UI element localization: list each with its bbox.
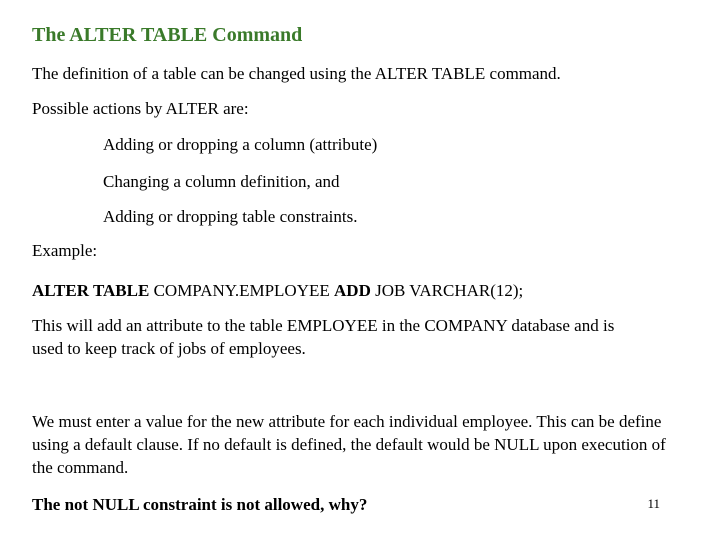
- sql-table-name: COMPANY.EMPLOYEE: [149, 281, 335, 300]
- actions-heading: Possible actions by ALTER are:: [32, 99, 249, 118]
- action-item: Changing a column definition, and: [103, 172, 340, 191]
- sql-keyword-add: ADD: [334, 281, 371, 300]
- default-note: We must enter a value for the new attribute for each individual employee. This can be define using a default clause. If no default is defined, the default would be NULL upon execution of the command.: [32, 412, 666, 477]
- explanation-text: This will add an attribute to the table EMPLOYEE in the COMPANY database and is used to keep track of jobs of employees.: [32, 316, 615, 358]
- intro-text: The definition of a table can be changed using the ALTER TABLE command.: [32, 64, 561, 83]
- page-number: 11: [647, 496, 660, 511]
- slide-title: The ALTER TABLE Command: [32, 24, 303, 46]
- question-text: The not NULL constraint is not allowed, why?: [32, 495, 368, 514]
- action-item: Adding or dropping table constraints.: [103, 207, 358, 226]
- sql-column-definition: JOB VARCHAR(12);: [370, 281, 524, 300]
- action-item: Adding or dropping a column (attribute): [103, 135, 378, 154]
- example-heading: Example:: [32, 241, 98, 260]
- sql-keyword-alter-table: ALTER TABLE: [32, 281, 150, 300]
- example-statement: [32, 280, 523, 302]
